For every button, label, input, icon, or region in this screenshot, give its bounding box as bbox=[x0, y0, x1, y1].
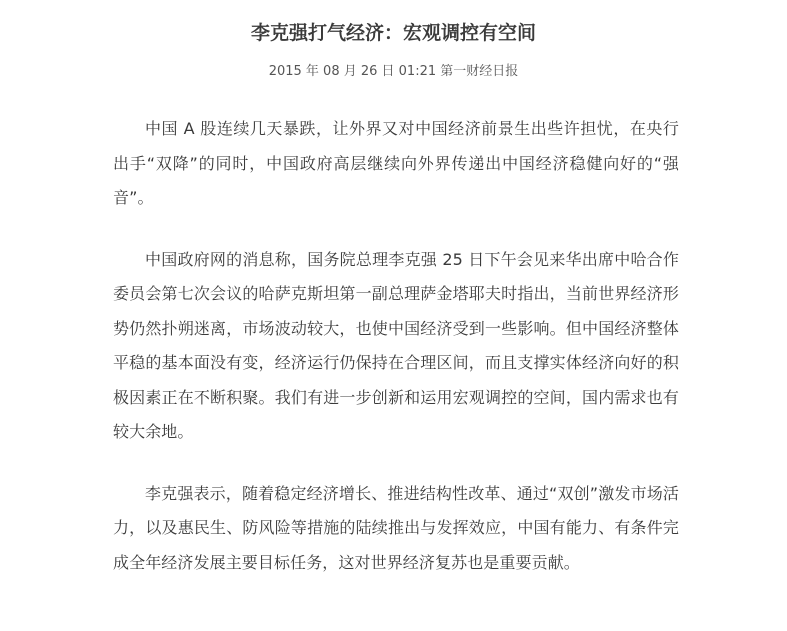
article-body bbox=[113, 112, 679, 607]
paragraph-2: 中国政府网的消息称，国务院总理李克强 25 日下午会见来华出席中哈合作委员会第七次会议的哈萨克斯坦第一副总理萨金塔耶夫时指出，当前世界经济形势仍然扑朔迷离，市场波动较大，也使中国经济受到一些影响。但中国经济整体平稳的基本面没有变，经济运行仍保持在合理区间，而且支撑实体经济向好的积极因素正在不断积聚。我们有进一步创新和运用宏观调控的空间，国内需求也有较大余地。 bbox=[113, 249, 679, 441]
article-source: 第一财经日报 bbox=[440, 64, 519, 79]
article-meta bbox=[0, 62, 787, 82]
publish-date: 2015 年 08 月 26 日 01:21 bbox=[268, 64, 437, 79]
paragraph-1: 中国 A 股连续几天暴跌，让外界又对中国经济前景生出些许担忧，在央行出手“双降”的同时，中国政府高层继续向外界传递出中国经济稳健向好的“强音”。 bbox=[113, 119, 679, 207]
article-title: 李克强打气经济：宏观调控有空间 bbox=[250, 22, 536, 44]
paragraph-3: 李克强表示，随着稳定经济增长、推进结构性改革、通过“双创”激发市场活力，以及惠民生、防风险等措施的陆续推出与发挥效应，中国有能力、有条件完成全年经济发展主要目标任务，这对世界经济复苏也是重要贡献。 bbox=[113, 483, 679, 572]
